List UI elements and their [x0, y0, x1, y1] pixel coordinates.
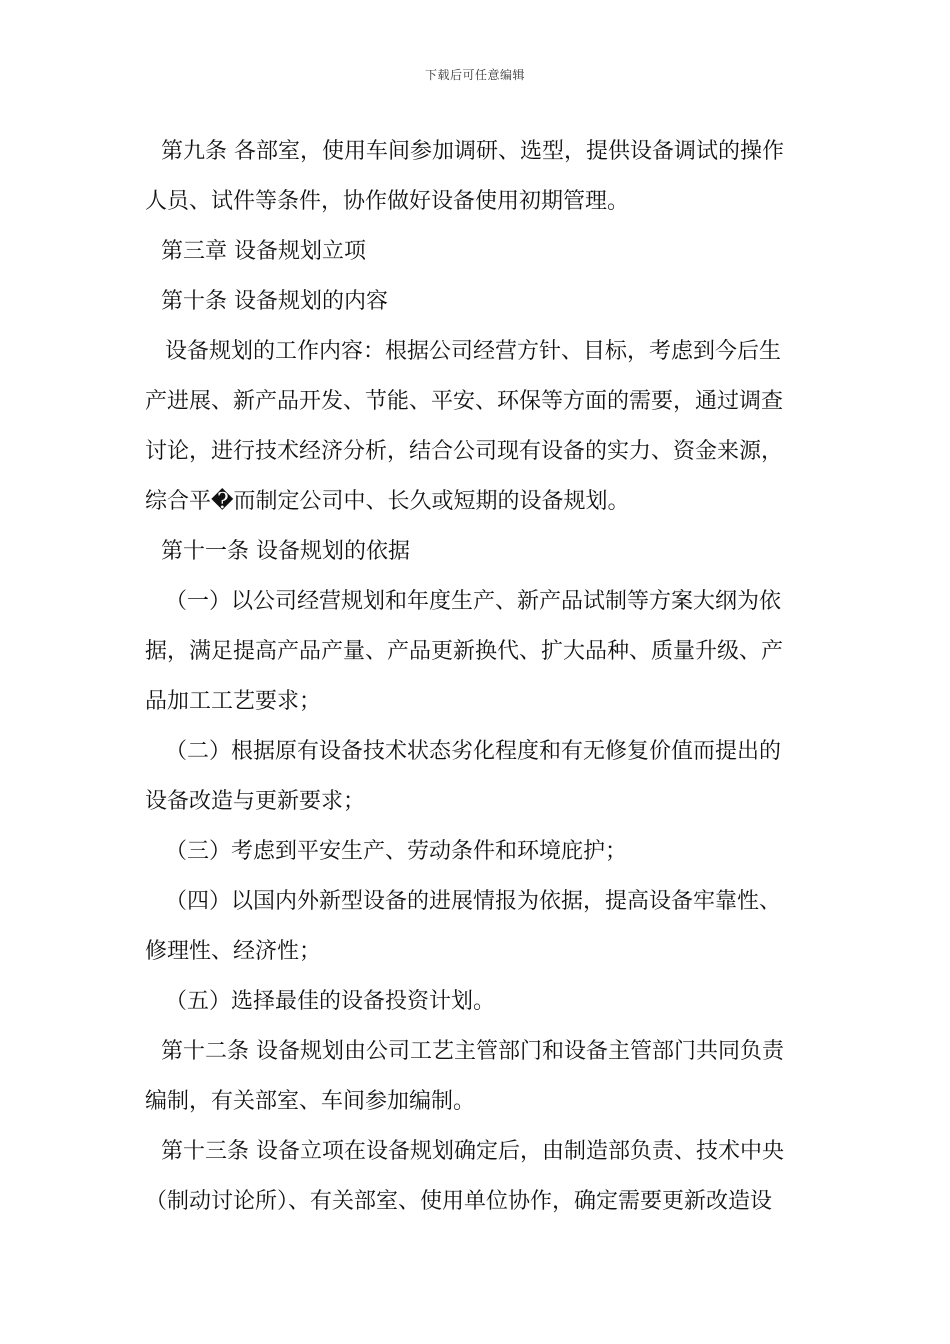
- list-item-line: （一）以公司经营规划和年度生产、新产品试制等方案大纲为依: [165, 589, 782, 614]
- paragraph-line: 综合平�而制定公司中、长久或短期的设备规划。: [145, 489, 630, 514]
- document-body: [145, 127, 810, 1227]
- list-item-line: （四）以国内外新型设备的进展情报为依据，提高设备牢靠性、: [165, 889, 782, 914]
- paragraph-line: 设备规划的工作内容：根据公司经营方针、目标，考虑到今后生: [165, 339, 782, 364]
- list-item-line: 据，满足提高产品产量、产品更新换代、扩大品种、质量升级、产: [145, 639, 784, 664]
- chapter-heading: 第三章 设备规划立项: [161, 239, 366, 264]
- paragraph-line: （制动讨论所）、有关部室、使用单位协作，确定需要更新改造设: [145, 1189, 773, 1214]
- article-heading: 第十条 设备规划的内容: [161, 289, 388, 314]
- paragraph-line: 产进展、新产品开发、节能、平安、环保等方面的需要，通过调查: [145, 389, 784, 414]
- paragraph-line: 第十二条 设备规划由公司工艺主管部门和设备主管部门共同负责: [161, 1039, 784, 1064]
- article-heading: 第十一条 设备规划的依据: [161, 539, 410, 564]
- paragraph-line: 第九条 各部室，使用车间参加调研、选型，提供设备调试的操作: [161, 139, 784, 164]
- list-item-line: （五）选择最佳的设备投资计划。: [165, 989, 496, 1014]
- paragraph-line: 人员、试件等条件，协作做好设备使用初期管理。: [145, 189, 630, 214]
- page-header: 下载后可任意编辑: [424, 68, 525, 82]
- list-item-line: 品加工工艺要求；: [145, 689, 322, 714]
- list-item-line: （三）考虑到平安生产、劳动条件和环境庇护；: [165, 839, 628, 864]
- paragraph-line: 第十三条 设备立项在设备规划确定后，由制造部负责、技术中央: [161, 1139, 784, 1164]
- paragraph-line: 编制，有关部室、车间参加编制。: [145, 1089, 476, 1114]
- list-item-line: 设备改造与更新要求；: [145, 789, 366, 814]
- list-item-line: 修理性、经济性；: [145, 939, 322, 964]
- paragraph-line: 讨论，进行技术经济分析，结合公司现有设备的实力、资金来源，: [145, 439, 784, 464]
- list-item-line: （二）根据原有设备技术状态劣化程度和有无修复价值而提出的: [165, 739, 782, 764]
